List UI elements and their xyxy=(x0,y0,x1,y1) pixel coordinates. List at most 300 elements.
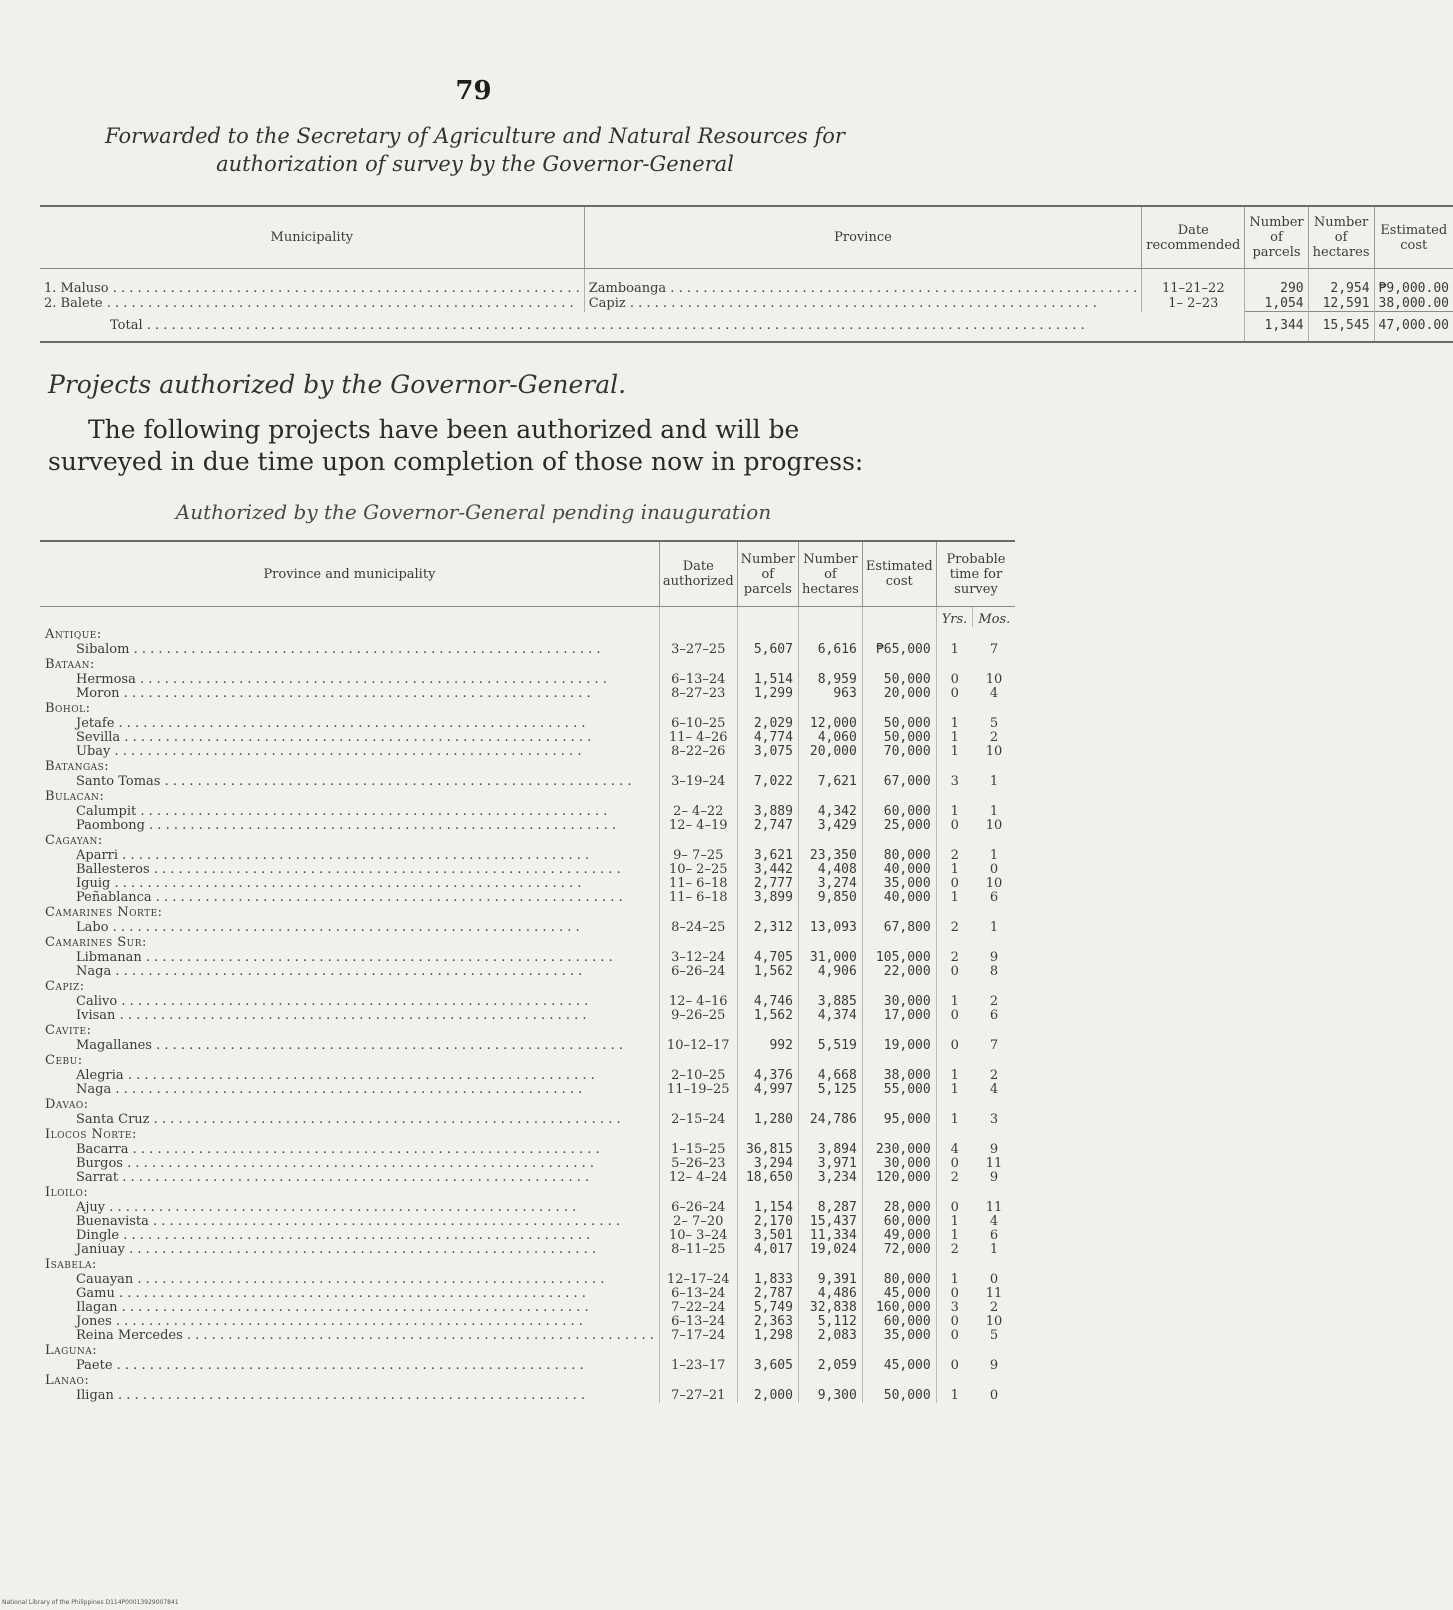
blank-cell xyxy=(659,1127,737,1143)
months-cell: 1 xyxy=(989,920,999,935)
blank-cell xyxy=(798,789,862,805)
blank-cell xyxy=(862,1343,936,1359)
unit-months: Mos. xyxy=(973,607,1015,628)
years-cell: 1 xyxy=(936,1083,973,1097)
cost-cell: 35,000 xyxy=(862,877,936,891)
blank-cell xyxy=(737,1097,798,1113)
date-cell: 9–26–25 xyxy=(659,1009,737,1023)
blank-cell xyxy=(798,1127,862,1143)
months-cell: 8 xyxy=(989,964,999,979)
cost-cell: 22,000 xyxy=(862,965,936,979)
blank-cell xyxy=(659,657,737,673)
blank-cell xyxy=(936,1023,973,1039)
cost-cell: 50,000 xyxy=(862,731,936,745)
header-province: Province xyxy=(584,206,1142,269)
blank-cell xyxy=(973,1053,1015,1069)
table-row xyxy=(40,1315,1015,1329)
table-row xyxy=(40,1009,1015,1023)
header-parcels: Number of parcels xyxy=(1245,206,1308,269)
province-cell: Capiz . . . . . . . . . . . . . . . . . . . . . . . . . . . . . . . . . . . . . . . . . . . . . . . . . . . . . . . . . xyxy=(584,296,1142,312)
province-row xyxy=(40,701,1015,717)
months-cell: 9 xyxy=(989,950,999,965)
months-cell: 4 xyxy=(989,1214,999,1229)
table-row xyxy=(40,951,1015,965)
cost-cell: 20,000 xyxy=(862,687,936,701)
parcels-cell: 1,154 xyxy=(737,1201,798,1215)
date-cell: 8–27–23 xyxy=(659,687,737,701)
blank-cell xyxy=(737,1343,798,1359)
hectares-cell: 3,971 xyxy=(798,1157,862,1171)
municipality-cell: Santa Cruz . . . . . . . . . . . . . . . . . . . . . . . . . . . . . . . . . . . . . . . . . . . . . . . . . . . . . . . . . xyxy=(76,1112,621,1127)
blank-cell xyxy=(737,1257,798,1273)
province-row xyxy=(40,905,1015,921)
months-cell: 6 xyxy=(989,1228,999,1243)
blank-cell xyxy=(973,1185,1015,1201)
province-row xyxy=(40,759,1015,775)
blank-cell xyxy=(936,1257,973,1273)
months-cell: 9 xyxy=(989,1170,999,1185)
parcels-cell: 1,562 xyxy=(737,965,798,979)
months-cell: 11 xyxy=(985,1200,1003,1215)
blank-cell xyxy=(936,935,973,951)
province-name: Camarines Sur: xyxy=(45,935,147,950)
blank-cell xyxy=(862,1373,936,1389)
blank-cell xyxy=(659,1373,737,1389)
blank-cell xyxy=(973,1023,1015,1039)
blank-cell xyxy=(737,833,798,849)
months-cell: 7 xyxy=(989,642,999,657)
cost-cell: 80,000 xyxy=(862,849,936,863)
blank-cell xyxy=(798,1097,862,1113)
parcels-cell: 2,747 xyxy=(737,819,798,833)
date-cell: 8–22–26 xyxy=(659,745,737,759)
years-cell: 1 xyxy=(936,891,973,905)
municipality-cell: Libmanan . . . . . . . . . . . . . . . . . . . . . . . . . . . . . . . . . . . . . . . . . . . . . . . . . . . . . . . . . xyxy=(76,950,613,965)
parcels-cell: 4,774 xyxy=(737,731,798,745)
months-cell: 4 xyxy=(989,1082,999,1097)
table-row xyxy=(40,1039,1015,1053)
authorized-heading: Projects authorized by the Governor-General. xyxy=(48,370,627,399)
years-cell: 0 xyxy=(936,1157,973,1171)
years-cell: 1 xyxy=(936,1273,973,1287)
table-row xyxy=(40,1243,1015,1257)
table-row xyxy=(40,1201,1015,1215)
header-municipality: Municipality xyxy=(40,206,584,269)
cost-cell: 95,000 xyxy=(862,1113,936,1127)
blank-cell xyxy=(798,627,862,643)
blank-cell xyxy=(862,1097,936,1113)
table-row xyxy=(40,1389,1015,1403)
municipality-cell: Ballesteros . . . . . . . . . . . . . . . . . . . . . . . . . . . . . . . . . . . . . . . . . . . . . . . . . . . . . . . . . xyxy=(76,862,621,877)
parcels-cell: 1,562 xyxy=(737,1009,798,1023)
forwarded-heading-line2: authorization of survey by the Governor-General xyxy=(216,152,734,176)
municipality-cell: Santo Tomas . . . . . . . . . . . . . . . . . . . . . . . . . . . . . . . . . . . . . . . . . . . . . . . . . . . . . . . . . xyxy=(76,774,632,789)
hectares-cell: 3,234 xyxy=(798,1171,862,1185)
months-cell: 10 xyxy=(985,672,1003,687)
cost-cell: 38,000.00 xyxy=(1374,296,1453,312)
hectares-cell: 31,000 xyxy=(798,951,862,965)
date-cell: 6–13–24 xyxy=(659,1315,737,1329)
blank-cell xyxy=(862,905,936,921)
date-cell: 7–22–24 xyxy=(659,1301,737,1315)
parcels-cell: 4,017 xyxy=(737,1243,798,1257)
blank-cell xyxy=(973,1373,1015,1389)
blank-cell xyxy=(936,1343,973,1359)
table-row xyxy=(40,1157,1015,1171)
table-row xyxy=(40,687,1015,701)
blank-cell xyxy=(737,657,798,673)
blank-cell xyxy=(973,935,1015,951)
cost-cell: 25,000 xyxy=(862,819,936,833)
parcels-cell: 3,501 xyxy=(737,1229,798,1243)
parcels-cell: 18,650 xyxy=(737,1171,798,1185)
blank-cell xyxy=(936,1185,973,1201)
parcels-cell: 3,899 xyxy=(737,891,798,905)
cost-cell: 67,800 xyxy=(862,921,936,935)
province-row xyxy=(40,1373,1015,1389)
hectares-cell: 23,350 xyxy=(798,849,862,863)
hectares-cell: 3,894 xyxy=(798,1143,862,1157)
parcels-cell: 2,170 xyxy=(737,1215,798,1229)
date-cell: 3–27–25 xyxy=(659,643,737,657)
years-cell: 0 xyxy=(936,1315,973,1329)
blank-cell xyxy=(798,607,862,628)
municipality-cell: Magallanes . . . . . . . . . . . . . . . . . . . . . . . . . . . . . . . . . . . . . . . . . . . . . . . . . . . . . . . . . xyxy=(76,1038,624,1053)
cost-cell: 50,000 xyxy=(862,717,936,731)
blank-cell xyxy=(659,905,737,921)
blank-cell xyxy=(973,979,1015,995)
blank-cell xyxy=(973,1343,1015,1359)
hectares-cell: 5,125 xyxy=(798,1083,862,1097)
blank-cell xyxy=(973,833,1015,849)
table-row xyxy=(40,921,1015,935)
parcels-cell: 4,705 xyxy=(737,951,798,965)
date-cell: 11–19–25 xyxy=(659,1083,737,1097)
years-cell: 1 xyxy=(936,863,973,877)
municipality-cell: Hermosa . . . . . . . . . . . . . . . . . . . . . . . . . . . . . . . . . . . . . . . . . . . . . . . . . . . . . . . . . xyxy=(76,672,607,687)
years-cell: 1 xyxy=(936,745,973,759)
hectares-cell: 9,391 xyxy=(798,1273,862,1287)
blank-cell xyxy=(737,1023,798,1039)
cost-cell: 49,000 xyxy=(862,1229,936,1243)
province-name: Davao: xyxy=(45,1097,89,1112)
date-cell: 11– 6–18 xyxy=(659,877,737,891)
cost-cell: ₱9,000.00 xyxy=(1374,269,1453,297)
blank-cell xyxy=(798,701,862,717)
date-cell: 1–15–25 xyxy=(659,1143,737,1157)
date-cell: 10– 3–24 xyxy=(659,1229,737,1243)
table-row xyxy=(40,819,1015,833)
years-cell: 0 xyxy=(936,877,973,891)
blank-cell xyxy=(862,935,936,951)
months-cell: 5 xyxy=(989,716,999,731)
blank-cell xyxy=(973,905,1015,921)
municipality-cell: Aparri . . . . . . . . . . . . . . . . . . . . . . . . . . . . . . . . . . . . . . . . . . . . . . . . . . . . . . . . . xyxy=(76,848,590,863)
date-cell: 2–15–24 xyxy=(659,1113,737,1127)
parcels-cell: 3,294 xyxy=(737,1157,798,1171)
cost-cell: 60,000 xyxy=(862,805,936,819)
blank-cell xyxy=(659,627,737,643)
table-row xyxy=(40,745,1015,759)
blank-cell xyxy=(798,1343,862,1359)
table-row xyxy=(40,849,1015,863)
blank-cell xyxy=(659,935,737,951)
blank-cell xyxy=(737,935,798,951)
table-row xyxy=(40,863,1015,877)
hectares-cell: 8,287 xyxy=(798,1201,862,1215)
hectares-cell: 4,060 xyxy=(798,731,862,745)
blank-cell xyxy=(862,701,936,717)
parcels-cell: 2,029 xyxy=(737,717,798,731)
years-cell: 1 xyxy=(936,995,973,1009)
parcels-cell: 3,889 xyxy=(737,805,798,819)
hectares-cell: 2,083 xyxy=(798,1329,862,1343)
hectares-cell: 4,408 xyxy=(798,863,862,877)
hectares-cell: 4,342 xyxy=(798,805,862,819)
pending-heading: Authorized by the Governor-General pending inauguration xyxy=(175,500,772,524)
years-cell: 4 xyxy=(936,1143,973,1157)
cost-cell: 19,000 xyxy=(862,1039,936,1053)
months-cell: 6 xyxy=(989,1008,999,1023)
table-row xyxy=(40,673,1015,687)
months-cell: 2 xyxy=(989,1300,999,1315)
table-row xyxy=(40,1083,1015,1097)
total-cost: 47,000.00 xyxy=(1374,312,1453,343)
municipality-cell: Paombong . . . . . . . . . . . . . . . . . . . . . . . . . . . . . . . . . . . . . . . . . . . . . . . . . . . . . . . . . xyxy=(76,818,616,833)
date-cell: 8–11–25 xyxy=(659,1243,737,1257)
months-cell: 1 xyxy=(989,848,999,863)
pending-table xyxy=(40,540,1015,1403)
municipality-cell: Sevilla . . . . . . . . . . . . . . . . . . . . . . . . . . . . . . . . . . . . . . . . . . . . . . . . . . . . . . . . . xyxy=(76,730,592,745)
blank-cell xyxy=(659,701,737,717)
parcels-cell: 4,746 xyxy=(737,995,798,1009)
municipality-cell: Jetafe . . . . . . . . . . . . . . . . . . . . . . . . . . . . . . . . . . . . . . . . . . . . . . . . . . . . . . . . . xyxy=(76,716,586,731)
municipality-cell: Iligan . . . . . . . . . . . . . . . . . . . . . . . . . . . . . . . . . . . . . . . . . . . . . . . . . . . . . . . . . xyxy=(76,1388,585,1403)
municipality-cell: Alegria . . . . . . . . . . . . . . . . . . . . . . . . . . . . . . . . . . . . . . . . . . . . . . . . . . . . . . . . . xyxy=(76,1068,595,1083)
parcels-cell: 3,621 xyxy=(737,849,798,863)
years-cell: 0 xyxy=(936,1359,973,1373)
date-cell: 12– 4–16 xyxy=(659,995,737,1009)
parcels-cell: 1,280 xyxy=(737,1113,798,1127)
blank-cell xyxy=(659,1185,737,1201)
parcels-cell: 2,363 xyxy=(737,1315,798,1329)
blank-cell xyxy=(659,789,737,805)
table-row xyxy=(40,965,1015,979)
date-cell: 5–26–23 xyxy=(659,1157,737,1171)
parcels-cell: 1,299 xyxy=(737,687,798,701)
date-cell: 10–12–17 xyxy=(659,1039,737,1053)
table-row xyxy=(40,1143,1015,1157)
months-cell: 10 xyxy=(985,744,1003,759)
years-cell: 3 xyxy=(936,1301,973,1315)
blank-cell xyxy=(936,701,973,717)
municipality-cell: Sarrat . . . . . . . . . . . . . . . . . . . . . . . . . . . . . . . . . . . . . . . . . . . . . . . . . . . . . . . . . xyxy=(76,1170,590,1185)
province-row xyxy=(40,833,1015,849)
hectares-cell: 2,059 xyxy=(798,1359,862,1373)
municipality-cell: Peñablanca . . . . . . . . . . . . . . . . . . . . . . . . . . . . . . . . . . . . . . . . . . . . . . . . . . . . . . . . . xyxy=(76,890,623,905)
months-cell: 7 xyxy=(989,1038,999,1053)
months-cell: 0 xyxy=(989,1388,999,1403)
total-label: Total . . . . . . . . . . . . . . . . . . . . . . . . . . . . . . . . . . . . . . . . . . . . . . . . . . . . . . . . . . . . . . . . . . . . . . . . . . . . . . . . . . . . . . . . . . . . . . . . . . . . . . . . . . . . . . . . . . xyxy=(40,312,1245,343)
cost-cell: 230,000 xyxy=(862,1143,936,1157)
cost-cell: 30,000 xyxy=(862,1157,936,1171)
blank-cell xyxy=(659,759,737,775)
municipality-cell: Labo . . . . . . . . . . . . . . . . . . . . . . . . . . . . . . . . . . . . . . . . . . . . . . . . . . . . . . . . . xyxy=(76,920,580,935)
date-cell: 1– 2–23 xyxy=(1142,296,1245,312)
footer-credit: National Library of the Philippines D114P00013929007841 xyxy=(2,1599,179,1606)
hectares-cell: 9,300 xyxy=(798,1389,862,1403)
months-cell: 0 xyxy=(989,1272,999,1287)
table-row xyxy=(40,1069,1015,1083)
date-cell: 6–26–24 xyxy=(659,1201,737,1215)
hectares-cell: 24,786 xyxy=(798,1113,862,1127)
header-hectares: Number of hectares xyxy=(798,541,862,607)
municipality-cell: Bacarra . . . . . . . . . . . . . . . . . . . . . . . . . . . . . . . . . . . . . . . . . . . . . . . . . . . . . . . . . xyxy=(76,1142,600,1157)
municipality-cell: Gamu . . . . . . . . . . . . . . . . . . . . . . . . . . . . . . . . . . . . . . . . . . . . . . . . . . . . . . . . . xyxy=(76,1286,586,1301)
municipality-cell: Calumpit . . . . . . . . . . . . . . . . . . . . . . . . . . . . . . . . . . . . . . . . . . . . . . . . . . . . . . . . . xyxy=(76,804,608,819)
months-cell: 11 xyxy=(985,1286,1003,1301)
blank-cell xyxy=(862,979,936,995)
municipality-cell: Dingle . . . . . . . . . . . . . . . . . . . . . . . . . . . . . . . . . . . . . . . . . . . . . . . . . . . . . . . . . xyxy=(76,1228,591,1243)
table-row xyxy=(40,1171,1015,1185)
cost-cell: 50,000 xyxy=(862,1389,936,1403)
years-cell: 0 xyxy=(936,687,973,701)
page-number: 79 xyxy=(455,76,492,106)
blank-cell xyxy=(862,1257,936,1273)
hectares-cell: 19,024 xyxy=(798,1243,862,1257)
hectares-cell: 12,000 xyxy=(798,717,862,731)
date-cell: 2– 4–22 xyxy=(659,805,737,819)
header-date-authorized: Date authorized xyxy=(659,541,737,607)
months-cell: 10 xyxy=(985,1314,1003,1329)
blank-cell xyxy=(40,607,659,628)
date-cell: 8–24–25 xyxy=(659,921,737,935)
table-row xyxy=(40,1301,1015,1315)
months-cell: 4 xyxy=(989,686,999,701)
blank-cell xyxy=(936,1097,973,1113)
province-row xyxy=(40,1097,1015,1113)
date-cell: 12– 4–24 xyxy=(659,1171,737,1185)
unit-years: Yrs. xyxy=(936,607,973,628)
province-row xyxy=(40,1023,1015,1039)
municipality-cell: Janiuay . . . . . . . . . . . . . . . . . . . . . . . . . . . . . . . . . . . . . . . . . . . . . . . . . . . . . . . . . xyxy=(76,1242,597,1257)
date-cell: 1–23–17 xyxy=(659,1359,737,1373)
parcels-cell: 5,607 xyxy=(737,643,798,657)
table-row xyxy=(40,1273,1015,1287)
province-name: Ilocos Norte: xyxy=(45,1127,137,1142)
municipality-cell: Moron . . . . . . . . . . . . . . . . . . . . . . . . . . . . . . . . . . . . . . . . . . . . . . . . . . . . . . . . . xyxy=(76,686,591,701)
cost-cell: 17,000 xyxy=(862,1009,936,1023)
hectares-cell: 13,093 xyxy=(798,921,862,935)
municipality-cell: Iguig . . . . . . . . . . . . . . . . . . . . . . . . . . . . . . . . . . . . . . . . . . . . . . . . . . . . . . . . . xyxy=(76,876,582,891)
blank-cell xyxy=(936,979,973,995)
municipality-cell: Naga . . . . . . . . . . . . . . . . . . . . . . . . . . . . . . . . . . . . . . . . . . . . . . . . . . . . . . . . . xyxy=(76,964,583,979)
province-row xyxy=(40,789,1015,805)
cost-cell: 72,000 xyxy=(862,1243,936,1257)
blank-cell xyxy=(659,1053,737,1069)
table-row xyxy=(40,1113,1015,1127)
hectares-cell: 3,429 xyxy=(798,819,862,833)
years-cell: 2 xyxy=(936,1171,973,1185)
months-cell: 1 xyxy=(989,1242,999,1257)
province-name: Bataan: xyxy=(45,657,95,672)
hectares-cell: 4,486 xyxy=(798,1287,862,1301)
parcels-cell: 992 xyxy=(737,1039,798,1053)
cost-cell: 30,000 xyxy=(862,995,936,1009)
province-row xyxy=(40,657,1015,673)
province-name: Batangas: xyxy=(45,759,110,774)
province-name: Bulacan: xyxy=(45,789,105,804)
hectares-cell: 32,838 xyxy=(798,1301,862,1315)
blank-cell xyxy=(798,1053,862,1069)
years-cell: 1 xyxy=(936,1215,973,1229)
province-row xyxy=(40,627,1015,643)
cost-cell: 35,000 xyxy=(862,1329,936,1343)
province-name: Lanao: xyxy=(45,1373,90,1388)
date-cell: 10– 2–25 xyxy=(659,863,737,877)
blank-cell xyxy=(659,979,737,995)
blank-cell xyxy=(737,905,798,921)
hectares-cell: 12,591 xyxy=(1308,296,1374,312)
blank-cell xyxy=(659,1097,737,1113)
cost-cell: 160,000 xyxy=(862,1301,936,1315)
parcels-cell: 7,022 xyxy=(737,775,798,789)
months-cell: 5 xyxy=(989,1328,999,1343)
months-cell: 10 xyxy=(985,876,1003,891)
date-cell: 6–26–24 xyxy=(659,965,737,979)
blank-cell xyxy=(862,1023,936,1039)
blank-cell xyxy=(973,1097,1015,1113)
province-cell: Zamboanga . . . . . . . . . . . . . . . . . . . . . . . . . . . . . . . . . . . . . . . . . . . . . . . . . . . . . . . . . xyxy=(584,269,1142,297)
cost-cell: 120,000 xyxy=(862,1171,936,1185)
header-cost: Estimated cost xyxy=(1374,206,1453,269)
hectares-cell: 6,616 xyxy=(798,643,862,657)
header-place: Province and municipality xyxy=(40,541,659,607)
municipality-cell: Cauayan . . . . . . . . . . . . . . . . . . . . . . . . . . . . . . . . . . . . . . . . . . . . . . . . . . . . . . . . . xyxy=(76,1272,605,1287)
municipality-cell: Ubay . . . . . . . . . . . . . . . . . . . . . . . . . . . . . . . . . . . . . . . . . . . . . . . . . . . . . . . . . xyxy=(76,744,582,759)
date-cell: 3–19–24 xyxy=(659,775,737,789)
total-hectares: 15,545 xyxy=(1308,312,1374,343)
years-cell: 1 xyxy=(936,731,973,745)
blank-cell xyxy=(973,1127,1015,1143)
hectares-cell: 3,274 xyxy=(798,877,862,891)
months-cell: 0 xyxy=(989,862,999,877)
blank-cell xyxy=(798,833,862,849)
blank-cell xyxy=(798,1373,862,1389)
province-row xyxy=(40,1127,1015,1143)
years-cell: 1 xyxy=(936,1229,973,1243)
hectares-cell: 4,374 xyxy=(798,1009,862,1023)
hectares-cell: 2,954 xyxy=(1308,269,1374,297)
blank-cell xyxy=(973,759,1015,775)
date-cell: 6–10–25 xyxy=(659,717,737,731)
blank-cell xyxy=(737,1053,798,1069)
total-row xyxy=(40,312,1453,343)
date-cell: 7–27–21 xyxy=(659,1389,737,1403)
blank-cell xyxy=(973,701,1015,717)
municipality-cell: Ivisan . . . . . . . . . . . . . . . . . . . . . . . . . . . . . . . . . . . . . . . . . . . . . . . . . . . . . . . . . xyxy=(76,1008,587,1023)
header-date-recommended: Date recommended xyxy=(1142,206,1245,269)
cost-cell: 45,000 xyxy=(862,1287,936,1301)
months-cell: 1 xyxy=(989,774,999,789)
cost-cell: 40,000 xyxy=(862,863,936,877)
hectares-cell: 963 xyxy=(798,687,862,701)
blank-cell xyxy=(936,905,973,921)
years-cell: 0 xyxy=(936,1329,973,1343)
table-row xyxy=(40,1229,1015,1243)
blank-cell xyxy=(936,833,973,849)
blank-cell xyxy=(936,1373,973,1389)
